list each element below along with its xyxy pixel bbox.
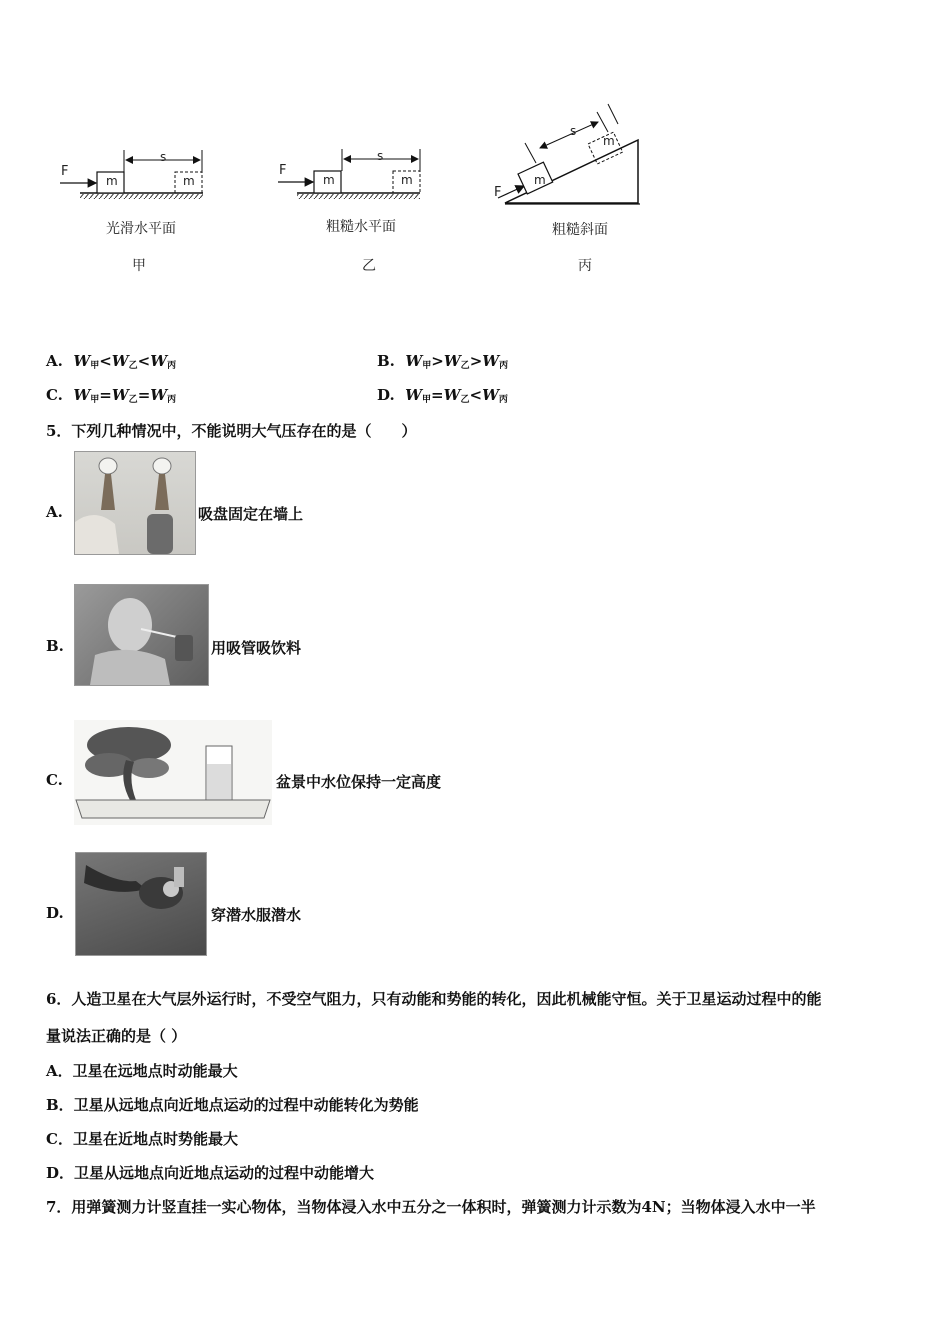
diagram-label: 丙 xyxy=(578,258,592,274)
suction-cup-image xyxy=(75,452,195,554)
diagram-smooth-surface xyxy=(60,150,203,199)
q5-stem: 5．下列几种情况中，不能说明大气压存在的是（ ） xyxy=(46,422,417,440)
q6-option-a[interactable]: A．卫星在远地点时动能最大 xyxy=(46,1062,238,1080)
block-label: m xyxy=(401,173,413,187)
q6-stem-line2: 量说法正确的是（ ） xyxy=(46,1027,187,1045)
surface-label: 光滑水平面 xyxy=(106,221,176,237)
diagram-label: 乙 xyxy=(362,258,376,274)
q6-option-c[interactable]: C．卫星在近地点时势能最大 xyxy=(46,1130,238,1148)
q5-option-c-letter[interactable]: C. xyxy=(46,771,63,789)
surface-label: 粗糙水平面 xyxy=(326,219,396,235)
distance-label: s xyxy=(160,150,167,164)
q5-option-d-caption: 穿潜水服潜水 xyxy=(211,906,302,924)
block-label: m xyxy=(106,174,118,188)
bonsai-image xyxy=(74,720,272,825)
diagram-rough-surface xyxy=(278,149,420,199)
q5-option-a-caption: 吸盘固定在墙上 xyxy=(198,505,304,523)
force-label: F xyxy=(61,164,69,179)
q6-stem-line1: 6．人造卫星在大气层外运行时，不受空气阻力，只有动能和势能的转化，因此机械能守恒。关于卫星运动过程中的能 xyxy=(46,990,822,1008)
q5-option-c-photo[interactable] xyxy=(74,720,272,825)
distance-label: s xyxy=(377,149,384,163)
surface-label: 粗糙斜面 xyxy=(552,222,608,238)
q4-option-c[interactable]: C. $W_甲=W_乙=W_丙$ xyxy=(46,386,177,405)
q6-option-b[interactable]: B．卫星从远地点向近地点运动的过程中动能转化为势能 xyxy=(46,1096,419,1114)
q5-option-b-letter[interactable]: B. xyxy=(46,637,64,655)
block-label: m xyxy=(603,134,615,148)
q5-option-c-caption: 盆景中水位保持一定高度 xyxy=(276,773,442,791)
diver-image xyxy=(76,853,206,955)
q5-option-a-letter[interactable]: A. xyxy=(46,503,63,521)
q5-option-d-letter[interactable]: D. xyxy=(46,904,64,922)
block-label: m xyxy=(183,174,195,188)
drinking-straw-image xyxy=(75,585,208,685)
q5-option-a-photo[interactable] xyxy=(74,451,196,555)
force-label: F xyxy=(494,185,502,200)
force-label: F xyxy=(279,163,287,178)
diagram-rough-incline xyxy=(498,104,640,204)
q7-stem: 7．用弹簧测力计竖直挂一实心物体，当物体浸入水中五分之一体积时，弹簧测力计示数为4N；当物体浸入水中一半 xyxy=(46,1198,816,1216)
block-label: m xyxy=(323,173,335,187)
q4-option-b[interactable]: B. $W_甲>W_乙>W_丙$ xyxy=(377,352,509,371)
diagram-label: 甲 xyxy=(132,258,146,274)
physics-figure xyxy=(0,0,950,290)
q4-option-a[interactable]: A. $W_甲<W_乙<W_丙$ xyxy=(46,352,177,371)
q4-option-d[interactable]: D. $W_甲=W_乙<W_丙$ xyxy=(377,386,508,405)
q6-option-d[interactable]: D．卫星从远地点向近地点运动的过程中动能增大 xyxy=(46,1164,375,1182)
q5-option-d-photo[interactable] xyxy=(75,852,207,956)
q5-option-b-photo[interactable] xyxy=(74,584,209,686)
block-label: m xyxy=(534,173,546,187)
distance-arrow xyxy=(540,122,598,148)
distance-label: s xyxy=(570,124,577,138)
figure-svg xyxy=(0,0,950,290)
q5-option-b-caption: 用吸管吸饮料 xyxy=(211,639,302,657)
